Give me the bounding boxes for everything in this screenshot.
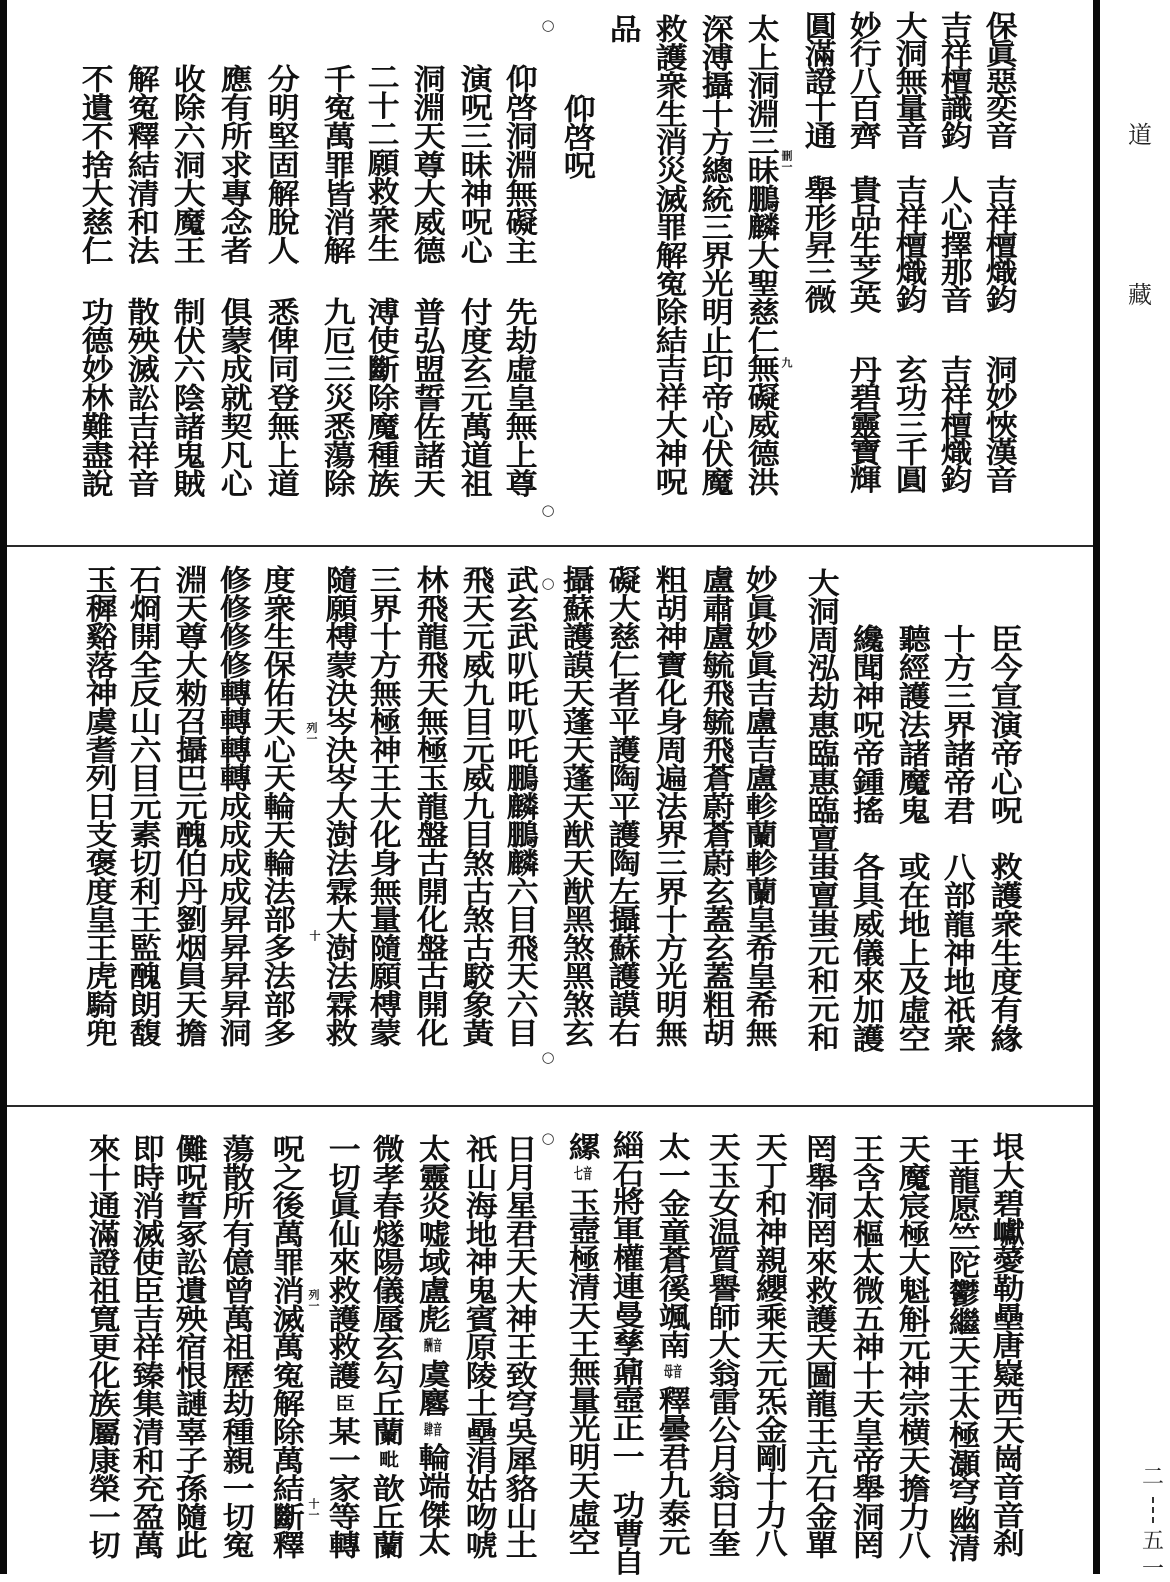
margin-title-zang: 藏 (1128, 281, 1152, 309)
text-column (129, 0, 165, 1574)
incantation-line: 隨願榑蒙決岑決岑大澍法霖大澍法霖救 (321, 565, 359, 1047)
text-column (989, 0, 1025, 1574)
text-run: 玉壼極清天王無量光明天虛空 (564, 1187, 602, 1556)
incantation-line: 王龍愿竺陀鬱繼天王太極灝穹幽清 (944, 1137, 982, 1562)
incantation-line: 玉穉谿落神虞耆列日支褒度皇王虎騎兜 (81, 565, 119, 1047)
incantation-line: 淵天尊大勑召攝巴元醜伯丹劉烟員天擔 (171, 565, 209, 1047)
phonetic-annotation: 酬音 (423, 1338, 443, 1354)
phonetic-annotation: 母音 (663, 1364, 683, 1380)
text-run: 一切眞仙來救護救護 (324, 1134, 362, 1389)
verse-line: 悉俾同登無上道 (263, 297, 301, 498)
verse-line: 玄功三千圓 (891, 355, 929, 493)
collation-note: 十一 (307, 1498, 320, 1520)
verse-line: 洞淵天尊大威德 (409, 64, 447, 265)
verse-line: 救護衆生度有緣 (986, 852, 1024, 1053)
verse-line: 吉祥檀熾鈞 (891, 175, 929, 313)
verse-line: 仰啓洞淵無礙主 (501, 64, 539, 265)
collation-note: 十 (308, 930, 321, 941)
verse-line: 聽經護法諸魔鬼 (894, 624, 932, 825)
verse-line: 舉形昇三微 (800, 175, 838, 313)
incantation-line: 王含太樞太微五神十天皇帝舉洞罔 (848, 1134, 886, 1559)
incantation-line: 祇山海地神鬼賓原陵土壘涓姑吻唬 (461, 1134, 499, 1559)
text-column (945, 0, 981, 1574)
incantation-line: 石烱開全反山六目元素切利王監醜朗馥 (125, 565, 163, 1047)
text-column (325, 0, 361, 1574)
verse-line: 吉祥檀識鈞 (936, 11, 974, 149)
text-column (895, 0, 931, 1574)
circle-mark: ○ (541, 16, 555, 34)
incantation-line: 儺呪誓冢訟遺殃宿恨謰辜子孫隨此 (171, 1134, 209, 1559)
verse-line: 俱蒙成就契凡心 (216, 297, 254, 498)
incantation-line: 妙眞妙眞吉盧吉盧軫蘭軫蘭皇希皇希無 (741, 565, 779, 1047)
verse-line: 二十二願救衆生 (363, 62, 401, 263)
verse-line: 應有所求專念者 (216, 64, 254, 265)
incantation-line: 修修修修轉轉轉轉成成成成昇昇昇昇洞 (215, 565, 253, 1047)
text-column (655, 0, 691, 1574)
verse-line: 臣今宣演帝心呪 (986, 624, 1024, 825)
chapter-title-line: 太上洞淵三昧鵬麟大聖慈仁無礙威德洪 (743, 14, 781, 496)
text-column (172, 0, 208, 1574)
incantation-line: 粗胡神寶化身周遍法界三界十方光明無 (651, 565, 689, 1047)
collation-note: 列一 (305, 722, 318, 744)
text-run: 縲 (564, 1132, 602, 1161)
incantation-line: 天魔宸極大魁斛元神宗横天擔力八 (894, 1134, 932, 1559)
text-run: 釋曇君九泰元 (654, 1385, 692, 1556)
text-column (269, 0, 305, 1574)
verse-line: 吉祥檀熾鈞 (936, 355, 974, 493)
circle-mark: ○ (541, 501, 555, 519)
chapter-title-line: 深溥攝十方總統三界光明止印帝心伏魔 (697, 14, 735, 496)
phonetic-annotation: 七音 (573, 1166, 593, 1182)
verse-line: 收除六洞大魔王 (169, 64, 207, 265)
text-run: 微孝春燧陽儀蜃玄勾丘蘭 (368, 1134, 406, 1446)
incantation-line (563, 1132, 603, 1555)
verse-line: 先劫虛皇無上尊 (501, 297, 539, 498)
verse-line: 九厄三災悉蕩除 (319, 297, 357, 498)
phonetic-annotation: 肆音 (423, 1421, 443, 1437)
chapter-title-line: 品 (605, 14, 643, 43)
incantation-line: 飛天元威九目元威九目煞古煞古駮象黃 (458, 565, 496, 1047)
text-column (502, 0, 538, 1574)
section-heading: 仰啓呪 (559, 94, 597, 179)
verse-line: 丹碧靈寶輝 (845, 355, 883, 493)
page-number-separator (1152, 1497, 1154, 1523)
page-number-part: 一 (1141, 1557, 1164, 1582)
verse-line: 分明堅固解脫人 (263, 64, 301, 265)
incantation-line (607, 1130, 647, 1575)
text-column (565, 0, 601, 1574)
page-border-right (1093, 0, 1100, 1574)
verse-line: 普弘盟誓佐諸天 (409, 297, 447, 498)
text-column (462, 0, 498, 1574)
text-column (85, 0, 121, 1574)
incantation-line: 林飛龍飛天無極玉龍盤古開化盤古開化 (412, 565, 450, 1047)
verse-line: 演呪三昧神呪心 (456, 64, 494, 265)
incantation-line (413, 1134, 453, 1556)
text-run: 太靈炎嘘域盧彪 (414, 1134, 452, 1333)
verse-line: 不遺不捨大慈仁 (77, 64, 115, 265)
text-column (219, 0, 255, 1574)
text-run: 輪端傑太 (414, 1442, 452, 1556)
verse-line: 千寃萬罪皆消解 (319, 64, 357, 265)
incantation-line: 天丁和神親纓乘天元炁金剛十力八 (751, 1132, 789, 1557)
text-run: 功曹自 (608, 1489, 646, 1575)
circle-mark: ○ (541, 1048, 555, 1066)
incantation-line (367, 1134, 407, 1558)
verse-line: 人心擇那音 (936, 175, 974, 313)
verse-line: 保眞惡奕音 (981, 11, 1019, 149)
incantation-line: 度衆生保佑天心天輪天輪法部多法部多 (259, 565, 297, 1047)
verse-line: 妙行八百齊 (845, 11, 883, 149)
verse-line: 吉祥檀熾鈞 (981, 175, 1019, 313)
text-column (415, 0, 451, 1574)
page-border-left (0, 0, 7, 1574)
text-column (752, 0, 788, 1574)
phonetic-annotation: 毗 (376, 1450, 400, 1469)
page-number-part: 二 (1141, 1465, 1164, 1490)
text-run: 歆丘蘭 (368, 1473, 406, 1559)
text-run: 太一金童蒼徯颯南 (654, 1132, 692, 1359)
incantation-line (323, 1134, 363, 1558)
incantation-line: 武玄武叭吒叭吒鵬麟鵬麟六目飛天六目 (502, 565, 540, 1047)
text-run: 緇石將軍權連曼孳鼐壼正一 (608, 1130, 646, 1470)
verse-line: 八部龍神地祇衆 (939, 852, 977, 1053)
incantation-line: 攝蘇護謨天蓬天蓬天猷天猷黑煞黑煞玄 (558, 565, 596, 1047)
text-column (849, 0, 885, 1574)
chapter-title-line: 救護衆生消災滅罪解寃除結吉祥大神呪 (651, 14, 689, 496)
verse-line: 貴品生芝英 (845, 175, 883, 313)
verse-line: 或在地上及虛空 (894, 852, 932, 1053)
verse-line: 功德妙林難盡說 (77, 297, 115, 498)
incantation-line: 大洞周泓劫惠臨惠臨亶蚩亶蚩元和元和 (803, 568, 841, 1051)
collation-note: 列一 (307, 1289, 320, 1311)
verse-line: 纔聞神呪帝鍾搖 (848, 624, 886, 825)
incantation-line (653, 1132, 693, 1555)
verse-line: 解寃釋結清和法 (123, 64, 161, 265)
verse-line: 圓滿證十通 (800, 11, 838, 149)
verse-line: 各具威儀來加護 (848, 852, 886, 1053)
text-column (705, 0, 741, 1574)
verse-line: 十方三界諸帝君 (939, 624, 977, 825)
incantation-line: 即時消滅使臣吉祥臻集清和充盈萬 (128, 1134, 166, 1559)
incantation-line: 盧肅盧毓飛毓飛蒼蔚蒼蔚玄蓋玄蓋粗胡 (698, 565, 736, 1047)
collation-note: 刪一 (780, 150, 793, 172)
circle-mark: ○ (541, 574, 555, 592)
collation-note: 九 (780, 357, 793, 368)
incantation-line: 垠大碧巘薆勒壘唐嶷西天崗音音刹 (988, 1132, 1026, 1557)
incantation-line: 日月星君天大神王致穹吳犀貉山土 (501, 1134, 539, 1559)
incantation-line: 礙大慈仁者平護陶平護陶左攝蘇護謨右 (604, 565, 642, 1047)
text-run: 虞麔 (414, 1359, 452, 1416)
verse-line: 大洞無量音 (891, 11, 929, 149)
text-column (802, 0, 838, 1574)
text-column (609, 0, 645, 1574)
verse-line: 散殃滅訟吉祥音 (123, 297, 161, 498)
incantation-line: 天玉女温質譽師大翁雷公月翁日奎 (704, 1132, 742, 1557)
incantation-line: 三界十方無極神王大化身無量隨願榑蒙 (365, 565, 403, 1047)
incantation-line: 呪之後萬罪消滅萬寃解除萬結斷釋 (268, 1134, 306, 1559)
text-column (369, 0, 405, 1574)
verse-line: 洞妙悏漢音 (981, 355, 1019, 493)
verse-line: 付度玄元萬道祖 (456, 297, 494, 498)
page-number-part: 五 (1141, 1529, 1164, 1554)
verse-line: 溥使斷除魔種族 (363, 297, 401, 498)
margin-title-dao: 道 (1128, 121, 1152, 149)
small-note: 臣 (332, 1393, 356, 1412)
text-run: 某一家等轉 (324, 1416, 362, 1559)
incantation-line: 蕩散所有億曾萬祖歷劫種親一切寃 (218, 1134, 256, 1559)
circle-mark: ○ (541, 1129, 555, 1147)
verse-line: 制伏六陰諸鬼賊 (169, 297, 207, 498)
incantation-line: 罔舉洞罔來救護天圖龍王亢石金單 (801, 1134, 839, 1559)
incantation-line: 來十通滿證祖寬更化族屬康榮一切 (84, 1134, 122, 1559)
